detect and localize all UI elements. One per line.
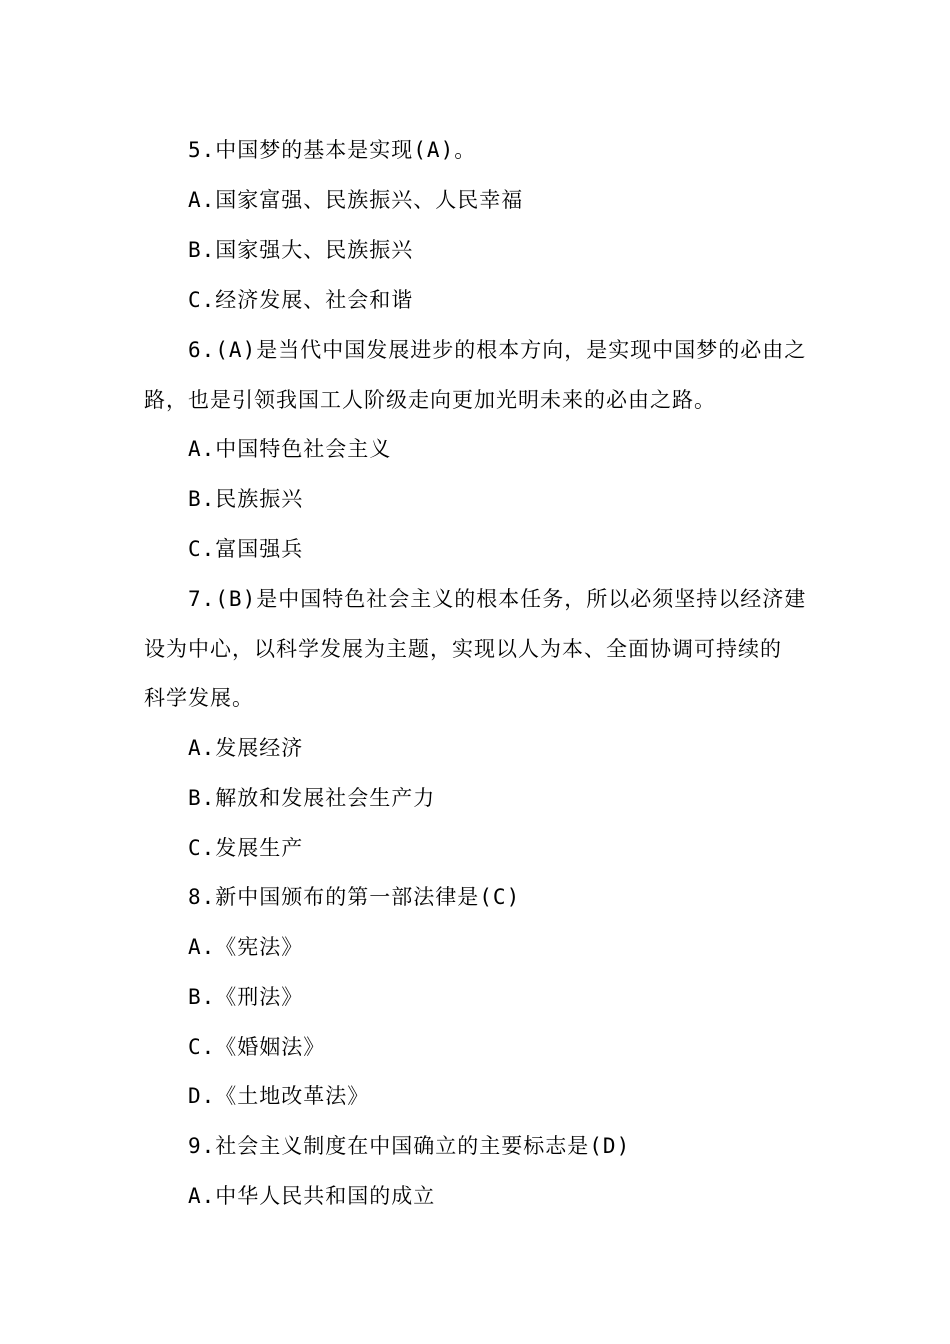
question-7-stem-line-1: 7.(B)是中国特色社会主义的根本任务，所以必须坚持以经济建 — [188, 587, 807, 611]
question-8-option-b: B.《刑法》 — [188, 985, 304, 1009]
question-5-option-b: B.国家强大、民族振兴 — [188, 238, 414, 262]
question-6-stem-line-2: 路，也是引领我国工人阶级走向更加光明未来的必由之路。 — [144, 388, 716, 412]
question-8-option-a: A.《宪法》 — [188, 935, 304, 959]
question-5-option-c: C.经济发展、社会和谐 — [188, 288, 414, 312]
question-6-option-b: B.民族振兴 — [188, 487, 304, 511]
question-8-option-d: D.《土地改革法》 — [188, 1084, 370, 1108]
question-9-option-a: A.中华人民共和国的成立 — [188, 1184, 436, 1208]
question-7-option-c: C.发展生产 — [188, 836, 304, 860]
question-8-option-c: C.《婚姻法》 — [188, 1035, 326, 1059]
question-7-option-b: B.解放和发展社会生产力 — [188, 786, 436, 810]
question-8-stem: 8.新中国颁布的第一部法律是(C) — [188, 885, 521, 909]
question-7-option-a: A.发展经济 — [188, 736, 304, 760]
question-6-option-c: C.富国强兵 — [188, 537, 304, 561]
question-5-stem: 5.中国梦的基本是实现(A)。 — [188, 138, 477, 162]
question-6-option-a: A.中国特色社会主义 — [188, 437, 392, 461]
question-9-stem: 9.社会主义制度在中国确立的主要标志是(D) — [188, 1134, 631, 1158]
question-7-stem-line-2: 设为中心，以科学发展为主题，实现以人为本、全面协调可持续的 — [144, 637, 782, 661]
question-7-stem-line-3: 科学发展。 — [144, 686, 254, 710]
question-6-stem-line-1: 6.(A)是当代中国发展进步的根本方向，是实现中国梦的必由之 — [188, 338, 807, 362]
question-5-option-a: A.国家富强、民族振兴、人民幸福 — [188, 188, 524, 212]
